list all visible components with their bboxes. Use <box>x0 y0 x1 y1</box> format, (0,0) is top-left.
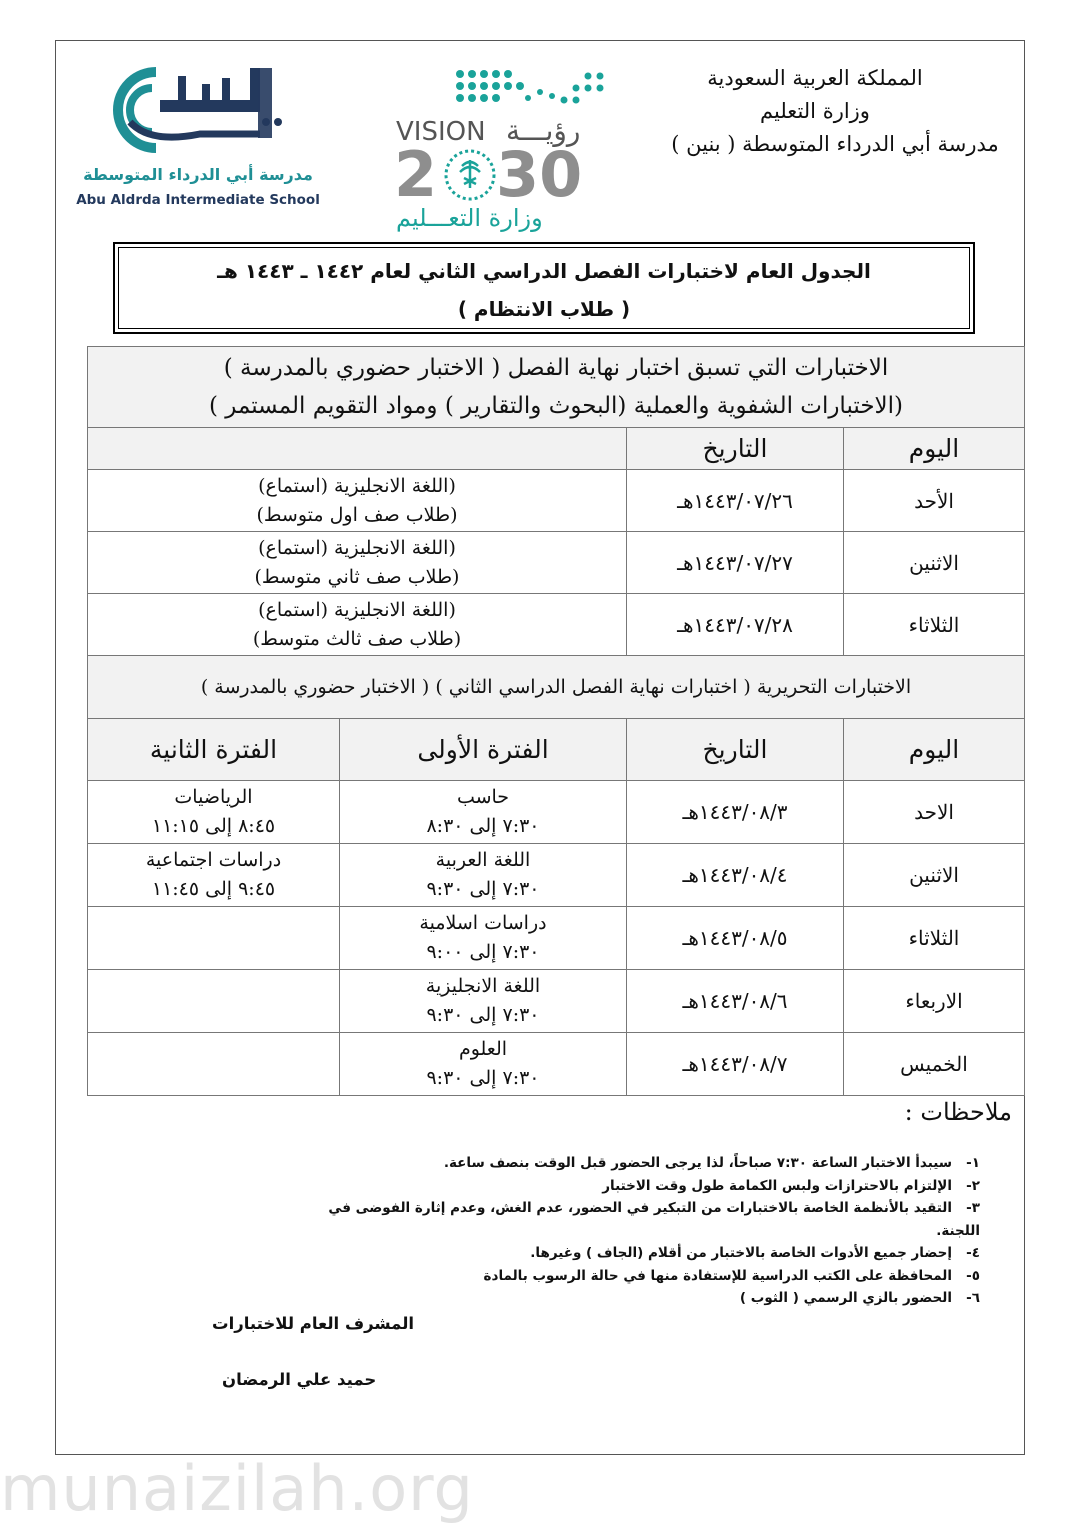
section1-title-line-2: (الاختبارات الشفوية والعملية (البحوث والتقارير ) ومواد التقويم المستمر ) <box>208 393 904 419</box>
note-text: الحضور بالزي الرسمي ( الثوب ) <box>739 1290 952 1306</box>
ministry-line: وزارة التعليم <box>760 99 870 123</box>
note-text: التقيد بالأنظمة الخاصة بالاختبارات من التبكير في الحضور، عدم الغش، وعدم إثارة الفوضى في اللجنة. <box>328 1200 980 1239</box>
time-text: ٧:٣٠ إلى ٩:٣٠ <box>426 1004 540 1026</box>
section2-col-date: التاريخ <box>627 719 844 781</box>
letterhead <box>645 62 999 161</box>
subject-text: (اللغة الانجليزية (استماع) <box>258 598 456 621</box>
exam-schedule-table <box>87 346 1025 1096</box>
section1-col-subject <box>88 428 627 470</box>
row-subject <box>88 532 627 594</box>
row-day: الأحد <box>844 470 1025 532</box>
section1-title-row <box>88 347 1025 428</box>
title-line-2: ( طلاب الانتظام ) <box>457 297 631 321</box>
section2-header-row <box>88 719 1025 781</box>
list-item <box>280 1287 980 1310</box>
section2-title: الاختبارات التحريرية ( اختبارات نهاية الفصل الدراسي الثاني ) ( الاختبار حضوري بالمدرسة ) <box>88 656 1025 719</box>
section2-col-first: الفترة الأولى <box>340 719 627 781</box>
school-line: مدرسة أبي الدرداء المتوسطة ( بنين ) <box>671 132 999 156</box>
row-date: ١٤٤٣/٠٧/٢٨هـ <box>627 594 844 656</box>
row-second-period <box>88 1033 340 1096</box>
row-day: الاربعاء <box>844 970 1025 1033</box>
subject-text: دراسات اسلامية <box>419 912 547 934</box>
section1-header-row <box>88 428 1025 470</box>
year-digits-30: 30 <box>496 138 583 211</box>
table-row <box>88 594 1025 656</box>
subject-text: اللغة العربية <box>435 849 531 871</box>
title-line-1: الجدول العام لاختبارات الفصل الدراسي الثاني لعام ١٤٤٢ ـ ١٤٤٣ هـ <box>217 259 871 283</box>
row-first-period <box>340 970 627 1033</box>
note-number: ٦- <box>966 1290 980 1306</box>
time-text: ٧:٣٠ إلى ٩:٣٠ <box>426 1067 540 1089</box>
signature-name: حميد علي الرمضان <box>222 1370 377 1389</box>
row-day: الثلاثاء <box>844 907 1025 970</box>
section1-col-day: اليوم <box>844 428 1025 470</box>
section1-title-line-1: الاختبارات التي تسبق اختبار نهاية الفصل ( الاختبار حضوري بالمدرسة ) <box>223 355 889 381</box>
table-row <box>88 781 1025 844</box>
note-number: ٢- <box>966 1177 980 1194</box>
row-date: ١٤٤٣/٠٨/٥هـ <box>627 907 844 970</box>
palm-emblem-icon <box>446 151 494 199</box>
subject-text: (اللغة الانجليزية (استماع) <box>258 474 456 497</box>
subject-text: اللغة الانجليزية <box>425 975 541 997</box>
school-logo <box>76 62 320 212</box>
group-text: (طلاب صف اول متوسط) <box>256 503 458 526</box>
notes-list <box>280 1152 980 1310</box>
school-name-en: Abu Aldrda Intermediate School <box>76 192 320 208</box>
row-day: الثلاثاء <box>844 594 1025 656</box>
list-item <box>280 1242 980 1265</box>
row-subject <box>88 470 627 532</box>
row-first-period <box>340 781 627 844</box>
list-item <box>280 1175 980 1198</box>
group-text: (طلاب صف ثاني متوسط) <box>254 565 460 588</box>
note-number: ٣- <box>966 1200 980 1216</box>
note-text: إحضار جميع الأدوات الخاصة بالاختبار من أقلام (الجاف ) وغيرها. <box>530 1245 952 1261</box>
year-digit-2: 2 <box>394 138 438 211</box>
row-date: ١٤٤٣/٠٧/٢٦هـ <box>627 470 844 532</box>
subject-text: حاسب <box>456 786 510 808</box>
row-date: ١٤٤٣/٠٨/٣هـ <box>627 781 844 844</box>
section2-col-second: الفترة الثانية <box>88 719 340 781</box>
school-name-ar: مدرسة أبي الدرداء المتوسطة <box>83 165 313 184</box>
row-first-period <box>340 907 627 970</box>
row-date: ١٤٤٣/٠٧/٢٧هـ <box>627 532 844 594</box>
row-day: الاثنين <box>844 844 1025 907</box>
row-date: ١٤٤٣/٠٨/٦هـ <box>627 970 844 1033</box>
section1-title <box>88 347 1025 428</box>
ruya-word: رؤيـــة <box>506 114 581 147</box>
table-row <box>88 470 1025 532</box>
time-text: ٧:٣٠ إلى ٨:٣٠ <box>426 815 540 837</box>
ministry-logo-text: وزارة التعـــليم <box>396 204 543 232</box>
list-item <box>280 1152 980 1175</box>
note-text: سيبدأ الاختبار الساعة ٧:٣٠ صباحاً، لذا يرجى الحضور قبل الوقت بنصف ساعة. <box>443 1155 952 1171</box>
kingdom-line: المملكة العربية السعودية <box>707 66 923 90</box>
note-number: ٤- <box>966 1245 980 1261</box>
table-row <box>88 532 1025 594</box>
row-date: ١٤٤٣/٠٨/٧هـ <box>627 1033 844 1096</box>
table-row <box>88 844 1025 907</box>
title-inner <box>118 247 970 329</box>
row-second-period <box>88 907 340 970</box>
row-second-period <box>88 970 340 1033</box>
title-box <box>113 242 975 334</box>
table-row <box>88 907 1025 970</box>
time-text: ٧:٣٠ إلى ٩:٠٠ <box>426 941 540 963</box>
row-second-period <box>88 844 340 907</box>
section2-col-day: اليوم <box>844 719 1025 781</box>
row-first-period <box>340 1033 627 1096</box>
list-item <box>280 1197 980 1242</box>
row-second-period <box>88 781 340 844</box>
row-day: الاثنين <box>844 532 1025 594</box>
time-text: ٧:٣٠ إلى ٩:٣٠ <box>426 878 540 900</box>
note-text: الإلتزام بالاحترازات ولبس الكمامة طول وقت الاختبار <box>602 1177 952 1194</box>
table-row <box>88 970 1025 1033</box>
row-subject <box>88 594 627 656</box>
row-date: ١٤٤٣/٠٨/٤هـ <box>627 844 844 907</box>
vision-word: VISION <box>396 117 486 147</box>
table-row <box>88 1033 1025 1096</box>
watermark: munaizilah.org <box>0 1452 474 1525</box>
list-item <box>280 1265 980 1288</box>
notes-title: ملاحظات : <box>904 1098 1012 1126</box>
row-first-period <box>340 844 627 907</box>
row-day: الاحد <box>844 781 1025 844</box>
section1-col-date: التاريخ <box>627 428 844 470</box>
time-text: ٩:٤٥ إلى ١١:٤٥ <box>151 878 276 900</box>
subject-text: دراسات اجتماعية <box>145 849 282 871</box>
vision-2030-logo <box>388 62 623 232</box>
section2-title-row <box>88 656 1025 719</box>
signature-title: المشرف العام للاختبارات <box>212 1314 415 1333</box>
subject-text: الرياضيات <box>174 786 253 808</box>
note-text: المحافظة على الكتب الدراسية للإستفادة منها في حالة الرسوب بالمادة <box>483 1267 952 1284</box>
note-number: ١- <box>966 1155 980 1171</box>
subject-text: (اللغة الانجليزية (استماع) <box>258 536 456 559</box>
subject-text: العلوم <box>458 1038 508 1060</box>
vision-dots-icon <box>456 70 604 104</box>
group-text: (طلاب صف ثالث متوسط) <box>252 627 462 650</box>
note-number: ٥- <box>966 1267 980 1284</box>
time-text: ٨:٤٥ إلى ١١:١٥ <box>151 815 276 837</box>
school-emblem-icon <box>118 68 282 148</box>
row-day: الخميس <box>844 1033 1025 1096</box>
